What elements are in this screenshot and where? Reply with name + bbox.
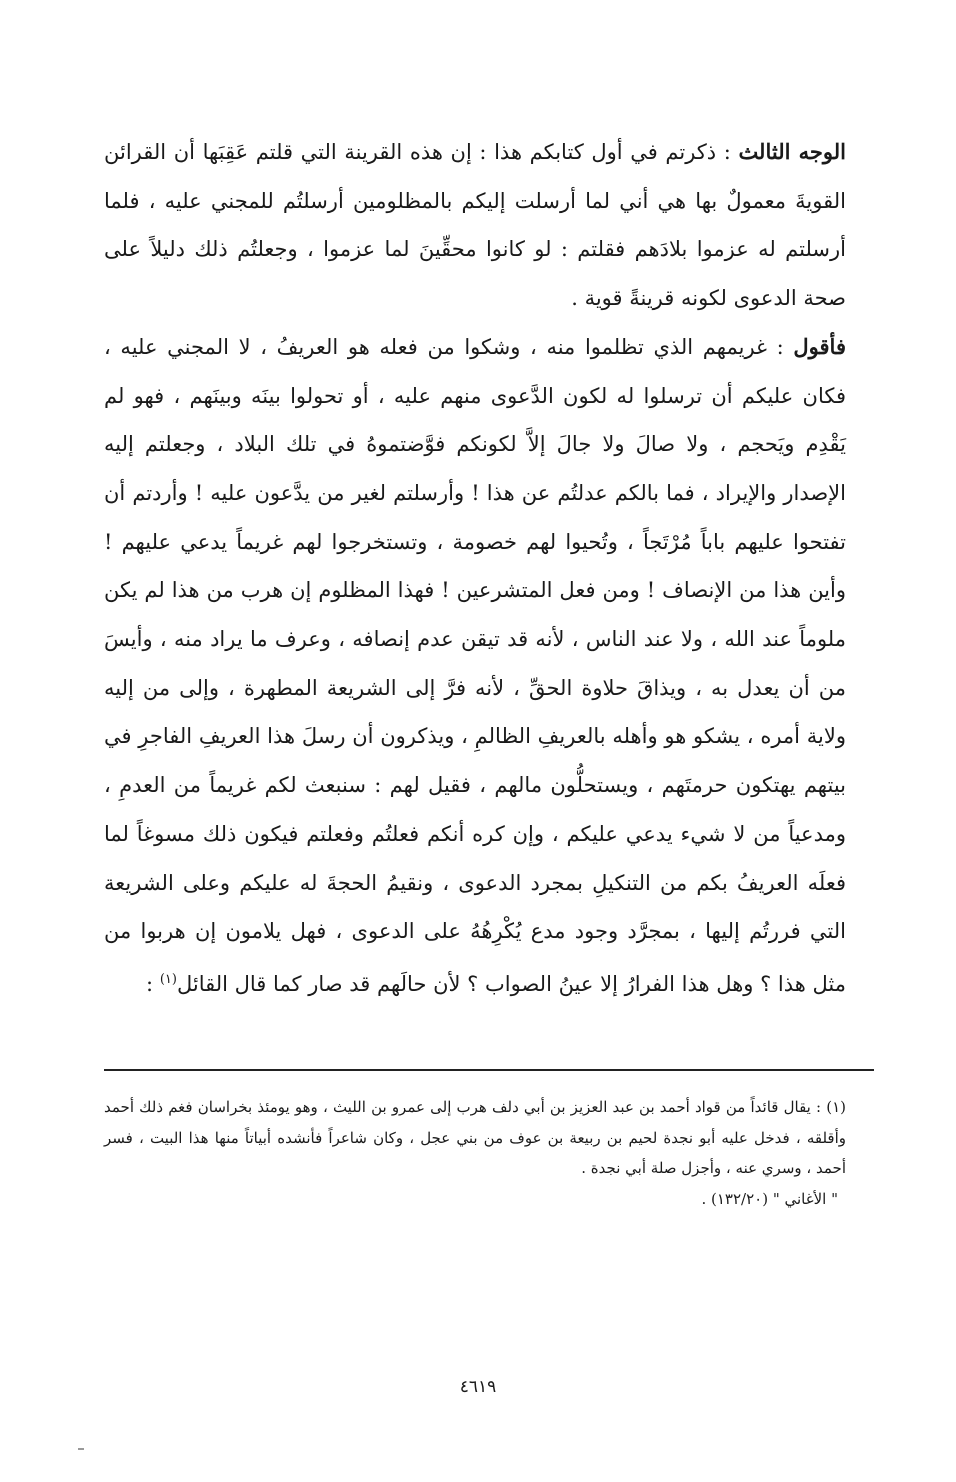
scan-mark bbox=[78, 1448, 84, 1450]
paragraph-third-aspect-text: : ذكرتم في أول كتابكم هذا : إن هذه القرينة التي قلتم عَقِبَها أن القرائن القويةَ معمولٌ بها هي أني لما أرسلت إليكم بالمظلومين أرسلتُم للمجني عليه ، فلما أرسلتم له عزموا بلادَهم فقلتم : لو كانوا محقِّينَ لما عزموا ، وجعلتُم ذلك دليلاً على صحة الدعوى لكونه قرينةً قوية . bbox=[104, 140, 846, 311]
footnote-reference[interactable]: (١) bbox=[159, 971, 177, 987]
main-text-block bbox=[104, 128, 846, 1009]
heading-third-aspect: الوجه الثالث bbox=[738, 139, 846, 164]
footnotes-block bbox=[104, 1092, 846, 1214]
footnote-source: " الأغاني " (١٣٢/٢٠) . bbox=[701, 1189, 838, 1208]
paragraph-reply-text: : غريمهم الذي تظلموا منه ، وشكوا من فعله هو العريفُ ، لا المجني عليه ، فكان عليكم أن ترسلوا له لكون الدَّعوى منهم عليه ، أو تحولوا بينَه وبينَهم ، فهو لم يَقْدِم ويَحجم ، ولا صالَ ولا جالَ إلاَّ لكونكم فوَّضتموهُ في تلك البلاد ، وجعلتم إليه الإصدار والإيراد ، فما بالكم عدلتُم عن هذا ! وأرسلتم لغير من يدَّعون عليه ! وأردتم أن تفتحوا عليهم باباً مُرْتَجاً ، وتُحيوا لهم خصومة ، وتستخرجوا لهم غريماً يدعي عليهم ! وأين هذا من الإنصاف ! ومن فعل المتشرعين ! فهذا المظلوم إن هرب من هذا لم يكن ملوماً عند الله ، ولا عند الناس ، لأنه قد تيقن عدم إنصافه ، وعرف ما يراد منه ، وأيسَ من أن يعدل به ، ويذاقَ حلاوة الحقِّ ، لأنه فرَّ إلى الشريعة المطهرة ، وإلى من إليه ولاية أمره ، يشكو هو وأهله بالعريفِ الظالمِ ، ويذكرون أن رسلَ هذا العريفِ الفاجرِ في بيتهم يهتكون حرمتَهم ، ويستحلُّون مالهم ، فقيل لهم : سنبعث لكم غريماً من العدمِ ، ومدعياً من لا شيء يدعي عليكم ، وإن كره أنكم فعلتُم وفعلتم فيكون ذلك مسوغاً لما فعلَه العريفُ بكم من التنكيلِ بمجرد الدعوى ، ونقيمُ الحجةَ له عليكم وعلى الشريعة التي فررتُم إليها ، بمجرَّد وجود مدع يُكْرِهُهُ على الدعوى ، فهل يلامون إن هربوا من مثل هذا ؟ وهل هذا الفرارُ إلا عينُ الصواب ؟ لأن حالَهم قد صار كما قال القائل bbox=[104, 334, 846, 996]
paragraph-reply bbox=[104, 323, 846, 1009]
page-number: ٤٦١٩ bbox=[459, 1377, 497, 1397]
footnote-text: (١) : يقال قائداً من قواد أحمد بن عبد العزيز بن أبي دلف هرب إلى عمرو بن الليث ، وهو يومئذ بخراسان فغم ذلك أحمد وأقلقه ، فدخل عليه أبو نجدة لحيم بن ربيعة بن عوف من بني عجل ، وكان شاعراً فأنشده أبياتاً منها هذا البيت ، فسر أحمد ، وسري عنه ، وأجزل صلة أبي نجدة . bbox=[104, 1098, 846, 1177]
paragraph-reply-tail: : bbox=[146, 971, 160, 996]
heading-reply: فأقول bbox=[793, 333, 846, 359]
paragraph-third-aspect bbox=[104, 128, 846, 323]
footnote-divider bbox=[104, 1069, 874, 1071]
